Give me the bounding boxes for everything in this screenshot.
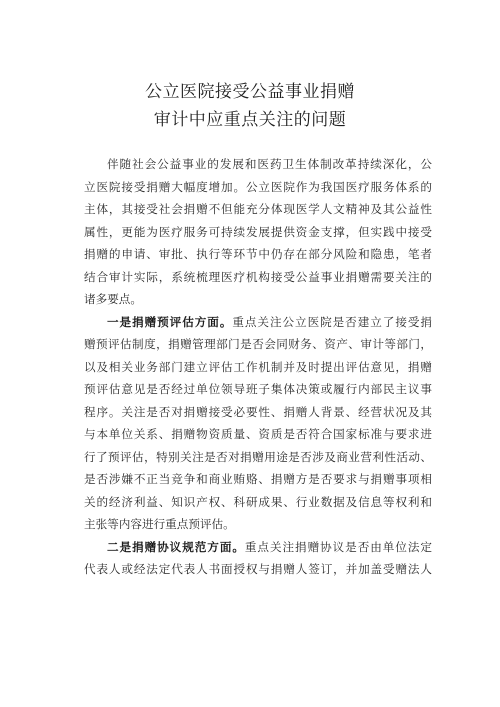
title-line-2: 审计中应重点关注的问题 — [153, 110, 347, 130]
section1-line: 赠预评估制度，捐赠管理部门是否会同财务、资产、审计等部门， — [84, 337, 432, 351]
section1-line: 程序。关注是否对捐赠接受必要性、捐赠人背景、经营状况及其 — [84, 404, 432, 419]
intro-line: 伴随社会公益事业的发展和医药卫生体制改革持续深化，公 — [107, 157, 432, 171]
intro-line: 主体，其接受社会捐赠不但能充分体现医学人文精神及其公益性 — [84, 202, 432, 216]
document-body — [84, 153, 432, 581]
intro-line: 属性，更能为医疗服务可持续发展提供资金支撑，但实践中接受 — [84, 224, 432, 239]
intro-line: 诸多要点。 — [84, 292, 142, 306]
section1-first-line — [84, 311, 432, 334]
section1-first-rest: 重点关注公立医院是否建立了接受捐 — [232, 314, 432, 329]
section1-line: 预评估意见是否经过单位领导班子集体决策或履行内部民主议事 — [84, 382, 432, 396]
section1-heading: 一是捐赠预评估方面。 — [107, 314, 233, 329]
section2-first-line — [84, 536, 432, 559]
section1-line: 以及相关业务部门建立评估工作机制并及时提出评估意见，捐赠 — [84, 359, 432, 374]
intro-line: 捐赠的申请、审批、执行等环节中仍存在部分风险和隐患，笔者 — [84, 247, 432, 261]
section1-line: 主张等内容进行重点预评估。 — [84, 517, 235, 531]
intro-line: 结合审计实际，系统梳理医疗机构接受公益事业捐赠需要关注的 — [84, 269, 432, 284]
document-title — [0, 78, 500, 134]
title-line-1: 公立医院接受公益事业捐赠 — [145, 82, 355, 102]
section2-first-rest: 重点关注捐赠协议是否由单位法定 — [244, 539, 432, 554]
section2-heading: 二是捐赠协议规范方面。 — [107, 539, 245, 554]
section1-line: 与本单位关系、捐赠物资质量、资质是否符合国家标准与要求进 — [84, 427, 432, 441]
section1-line: 关的经济利益、知识产权、科研成果、行业数据及信息等权利和 — [84, 494, 432, 509]
section2-line: 代表人或经法定代表人书面授权与捐赠人签订，并加盖受赠法人 — [84, 562, 432, 576]
intro-line: 立医院接受捐赠大幅度增加。公立医院作为我国医疗服务体系的 — [84, 179, 432, 194]
section1-line: 是否涉嫌不正当竞争和商业贿赂、捐赠方是否要求与捐赠事项相 — [84, 472, 432, 486]
section1-line: 行了预评估，特别关注是否对捐赠用途是否涉及商业营利性活动、 — [84, 449, 432, 464]
